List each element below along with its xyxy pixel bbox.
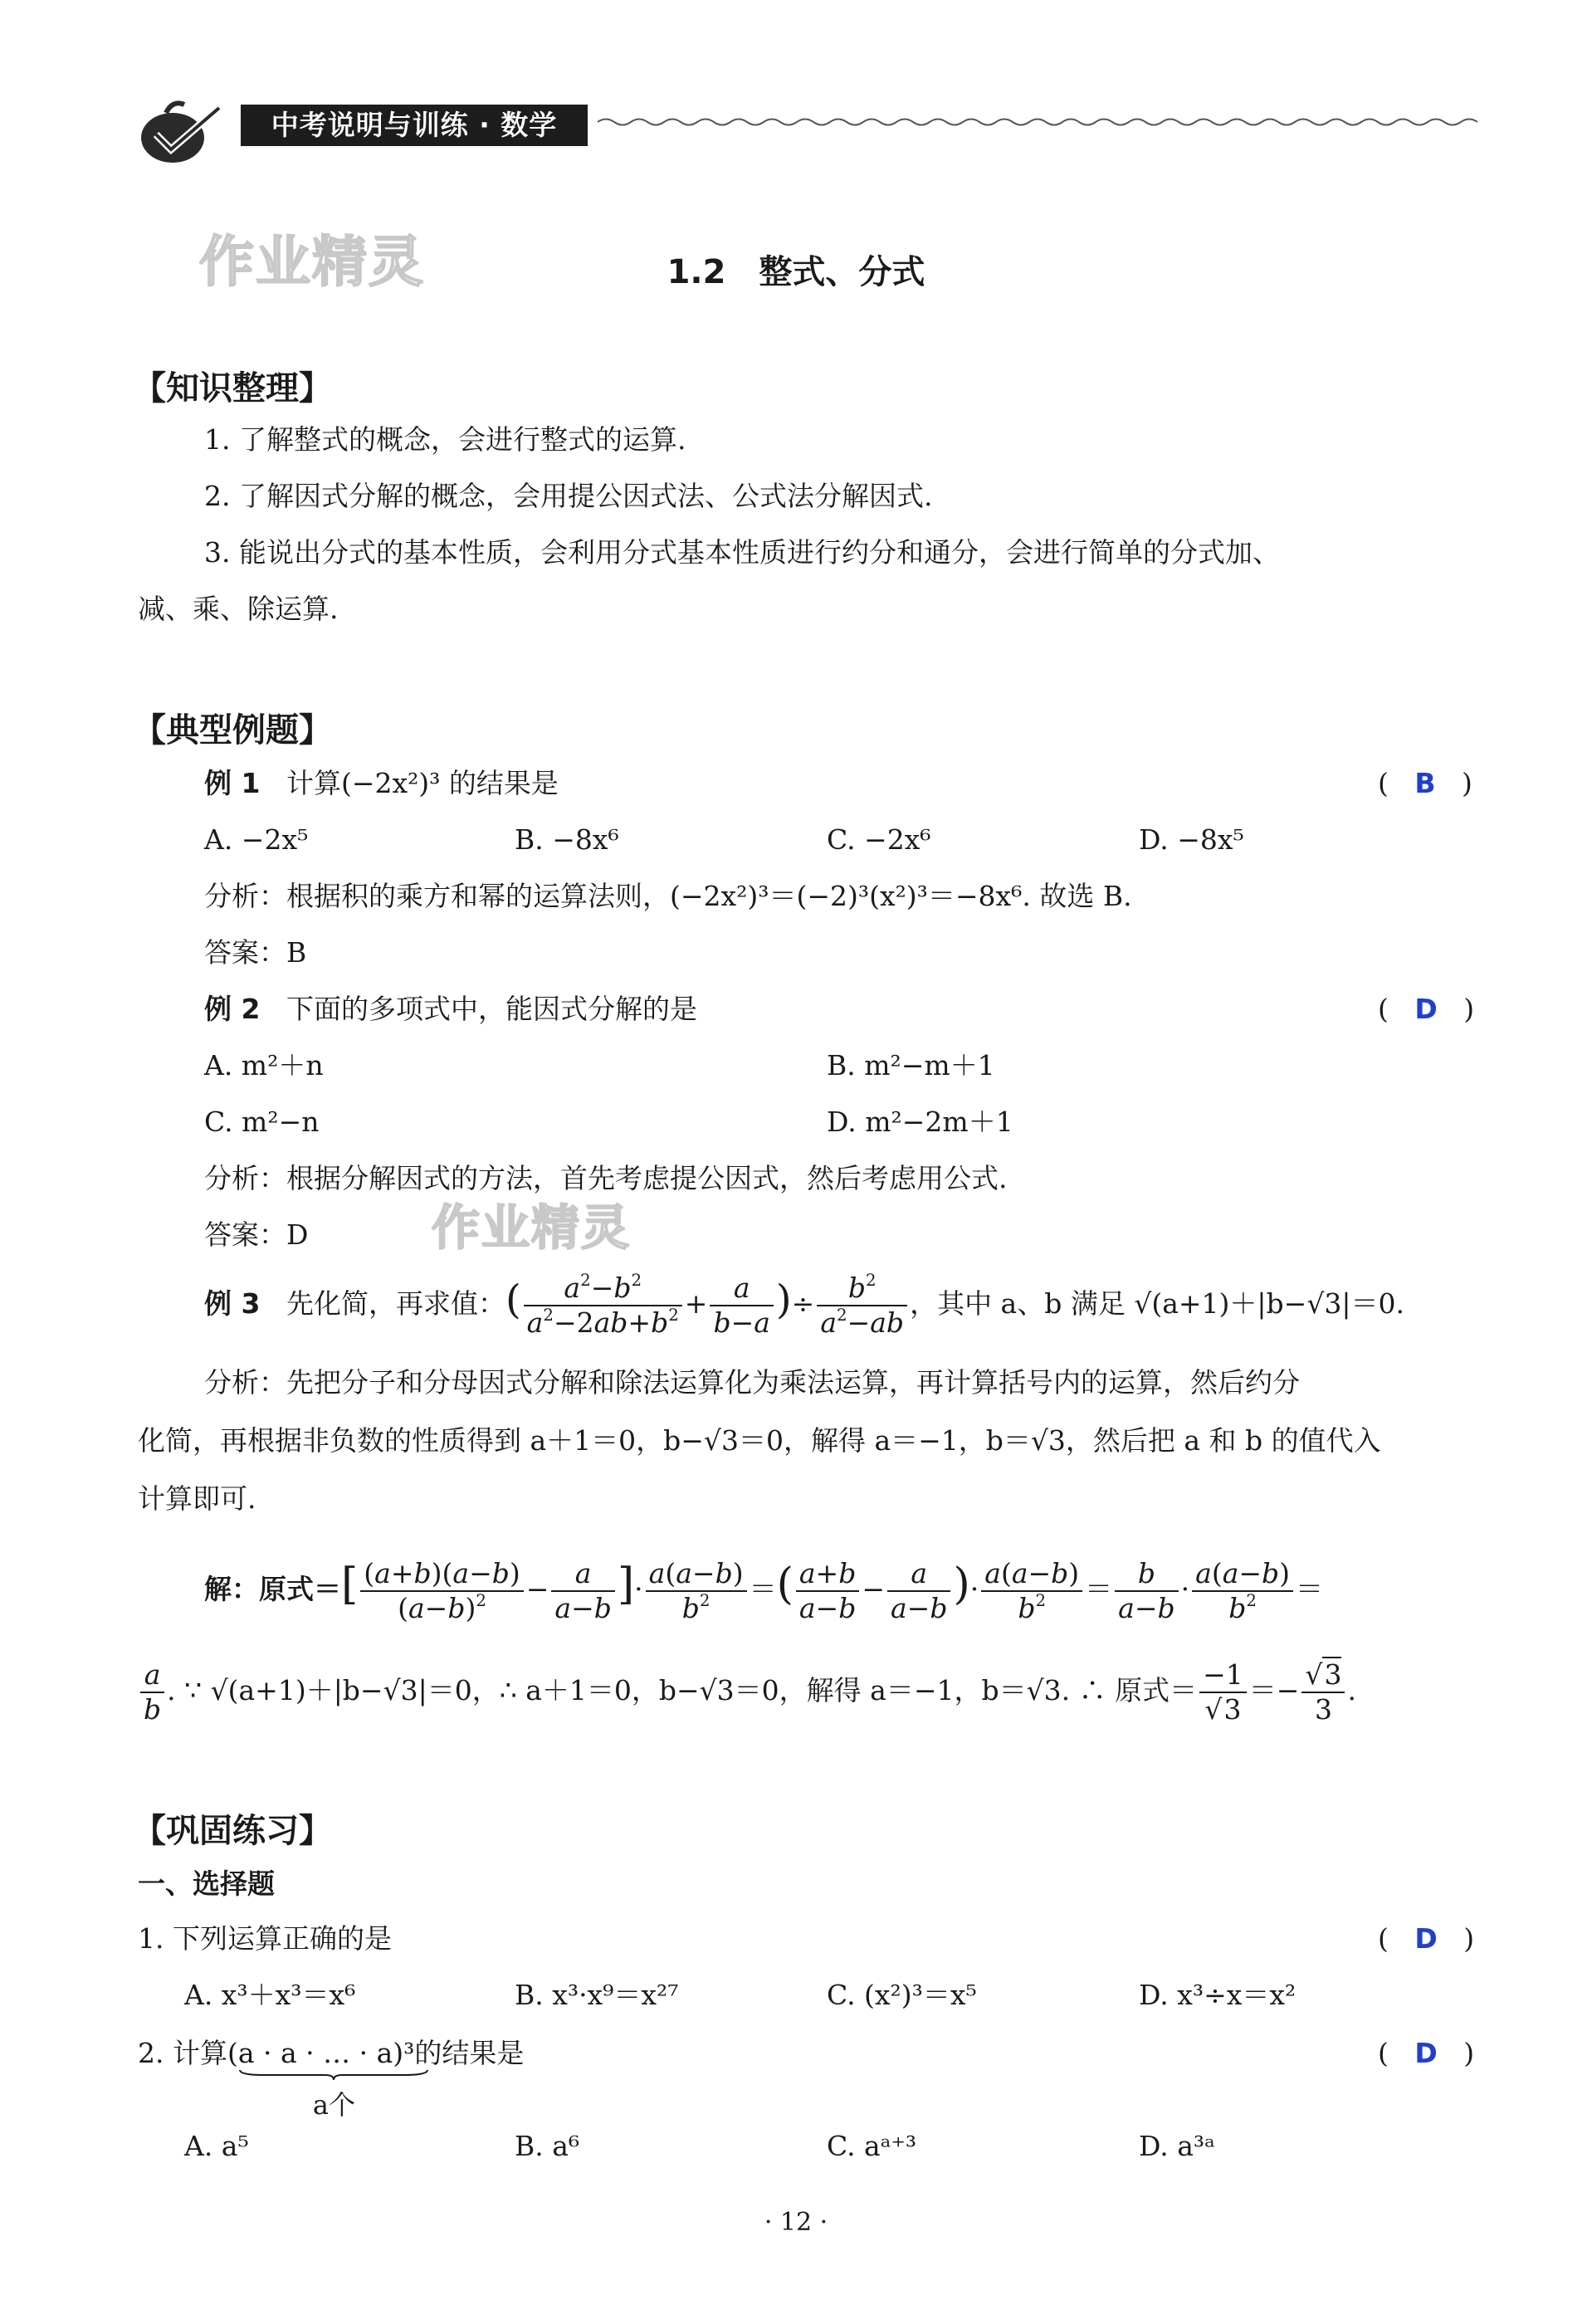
option: B. −8x⁶	[515, 823, 619, 856]
analysis: 化简，再根据非负数的性质得到 a＋1＝0，b−√3＝0，解得 a＝−1，b＝√3，然后把 a 和 b 的值代入	[138, 1424, 1381, 1457]
stem-part: 2. 计算(	[138, 2037, 238, 2069]
answer-bracket: ( D )	[1378, 1922, 1475, 1955]
fraction: $\frac{(a+b)(a-b)}{(a-b)^2}$	[360, 1557, 523, 1625]
example-label: 例 2	[204, 993, 261, 1025]
answer-line: 答案：D	[204, 1218, 309, 1251]
fraction: $\frac{b^2}{a^2-ab}$	[817, 1272, 907, 1340]
header-divider	[598, 115, 1477, 129]
answer-value: D	[1414, 2037, 1438, 2069]
solution-label: 解：原式＝	[204, 1573, 341, 1605]
answer-bracket: ( D )	[1378, 993, 1475, 1025]
book-title-band: 中考说明与训练 · 数学	[241, 105, 588, 146]
knowledge-item: 1. 了解整式的概念，会进行整式的运算.	[204, 423, 686, 456]
fraction: $\frac{a+b}{a-b}$	[796, 1557, 859, 1625]
watermark: 作业精灵	[199, 230, 425, 294]
answer-line: 答案：B	[204, 936, 307, 969]
question-text: 下面的多项式中，能因式分解的是	[286, 993, 697, 1025]
question-2-stem	[138, 2037, 525, 2121]
analysis: 分析：先把分子和分母因式分解和除法运算化为乘法运算，再计算括号内的运算，然后约分	[204, 1366, 1300, 1399]
fraction: $\frac{√3}{3}$	[1301, 1658, 1345, 1726]
option: B. m²−m＋1	[827, 1049, 995, 1081]
answer-value: B	[1414, 767, 1436, 799]
examples-heading: 【典型例题】	[133, 711, 332, 749]
fraction: $\frac{a^2-b^2}{a^2-2ab+b^2}$	[524, 1272, 682, 1340]
question-1-stem: 1. 下列运算正确的是	[138, 1922, 392, 1955]
underbrace-label: a个	[312, 2089, 355, 2121]
option: A. x³＋x³＝x⁶	[184, 1979, 356, 2011]
fraction: $\frac{a}{b}$	[140, 1658, 164, 1726]
analysis: 计算即可.	[138, 1482, 256, 1515]
option: D. x³÷x＝x²	[1139, 1979, 1297, 2011]
question-condition: ，其中 a、b 满足 √(a+1)＋|b−√3|＝0.	[910, 1287, 1404, 1320]
option: D. −8x⁵	[1139, 823, 1244, 856]
practice-heading: 【巩固练习】	[133, 1812, 332, 1850]
stem-part: )³的结果是	[393, 2037, 525, 2069]
question-text: 计算(−2x²)³ 的结果是	[286, 767, 559, 799]
example-3-question: 例 3 先化简，再求值：( $\frac{a^2-b^2}{a^2-2ab+b^2}$ + $\frac{a}{b-a}$ )÷ $\frac{b^2}{a^2-ab}$ ，其中 a、b 满足 √(a+1)＋|b−√3|＝0.	[204, 1271, 1404, 1339]
option: A. a⁵	[184, 2130, 249, 2162]
example-1-question	[204, 767, 559, 800]
option: C. aᵃ⁺³	[827, 2130, 917, 2162]
option: B. x³·x⁹＝x²⁷	[515, 1979, 679, 2011]
knowledge-heading: 【知识整理】	[133, 369, 332, 408]
fraction: $\frac{a(a-b)}{b^2}$	[1192, 1557, 1293, 1625]
apple-check-icon	[133, 96, 232, 166]
answer-value: D	[1414, 1922, 1438, 1955]
option: C. −2x⁶	[827, 823, 931, 856]
option: A. −2x⁵	[204, 823, 309, 856]
solution-line-2: $\frac{a}{b}$ . ∵ √(a+1)＋|b−√3|＝0，∴ a＋1＝0，b−√3＝0，解得 a＝−1，b＝√3. ∴ 原式＝ $\frac{-1}{√3}$ ＝− $\frac{√3}{3}$ .	[138, 1658, 1356, 1726]
solution-line-1: 解：原式＝[ $\frac{(a+b)(a-b)}{(a-b)^2}$ − $\frac{a}{a-b}$ ]· $\frac{a(a-b)}{b^2}$ ＝( $\frac{a+b}{a-b}$ − $\frac{a}{a-b}$ )· $\frac{a(a-b)}{b^2}$ ＝ $\frac{b}{a-b}$ · $\frac{a(a-b)}{b^2}$ ＝	[204, 1557, 1324, 1624]
fraction: $\frac{a(a-b)}{b^2}$	[981, 1557, 1082, 1625]
example-2-question	[204, 993, 697, 1026]
answer-bracket: ( D )	[1378, 2037, 1475, 2069]
option: D. a³ᵃ	[1139, 2130, 1215, 2162]
fraction: $\frac{a(a-b)}{b^2}$	[646, 1557, 747, 1625]
practice-subheading: 一、选择题	[138, 1868, 275, 1900]
solution-tail: ∵ √(a+1)＋|b−√3|＝0，∴ a＋1＝0，b−√3＝0，解得 a＝−1，b＝√3. ∴ 原式＝	[184, 1674, 1198, 1706]
question-prefix: 先化简，再求值：	[286, 1287, 505, 1320]
option: C. (x²)³＝x⁵	[827, 1979, 977, 2011]
answer-value: D	[1414, 993, 1438, 1025]
fraction: $\frac{a}{b-a}$	[710, 1272, 773, 1340]
example-label: 例 3	[204, 1287, 261, 1320]
answer-bracket: ( B )	[1378, 767, 1472, 799]
fraction: $\frac{a}{a-b}$	[887, 1557, 950, 1625]
option: C. m²−n	[204, 1106, 320, 1138]
fraction: $\frac{a}{a-b}$	[551, 1557, 614, 1625]
fraction: $\frac{b}{a-b}$	[1115, 1557, 1178, 1625]
fraction: $\frac{-1}{√3}$	[1199, 1658, 1247, 1726]
example-label: 例 1	[204, 767, 261, 799]
option: A. m²＋n	[204, 1049, 324, 1081]
underbrace-icon	[238, 2068, 429, 2082]
section-title: 1.2 整式、分式	[667, 253, 925, 291]
stem-inner: a · a · … · a	[237, 2037, 393, 2069]
option: B. a⁶	[515, 2130, 580, 2162]
underbrace-group	[237, 2037, 393, 2121]
knowledge-item: 3. 能说出分式的基本性质，会利用分式基本性质进行约分和通分，会进行简单的分式加、	[204, 536, 1280, 569]
analysis: 分析：根据分解因式的方法，首先考虑提公因式，然后考虑用公式.	[204, 1162, 1008, 1194]
watermark: 作业精灵	[432, 1199, 632, 1256]
knowledge-item: 减、乘、除运算.	[138, 593, 339, 625]
knowledge-item: 2. 了解因式分解的概念，会用提公因式法、公式法分解因式.	[204, 480, 933, 512]
option: D. m²−2m＋1	[827, 1106, 1013, 1138]
page-number: · 12 ·	[764, 2208, 828, 2237]
analysis: 分析：根据积的乘方和幂的运算法则，(−2x²)³＝(−2)³(x²)³＝−8x⁶. 故选 B.	[204, 880, 1132, 912]
